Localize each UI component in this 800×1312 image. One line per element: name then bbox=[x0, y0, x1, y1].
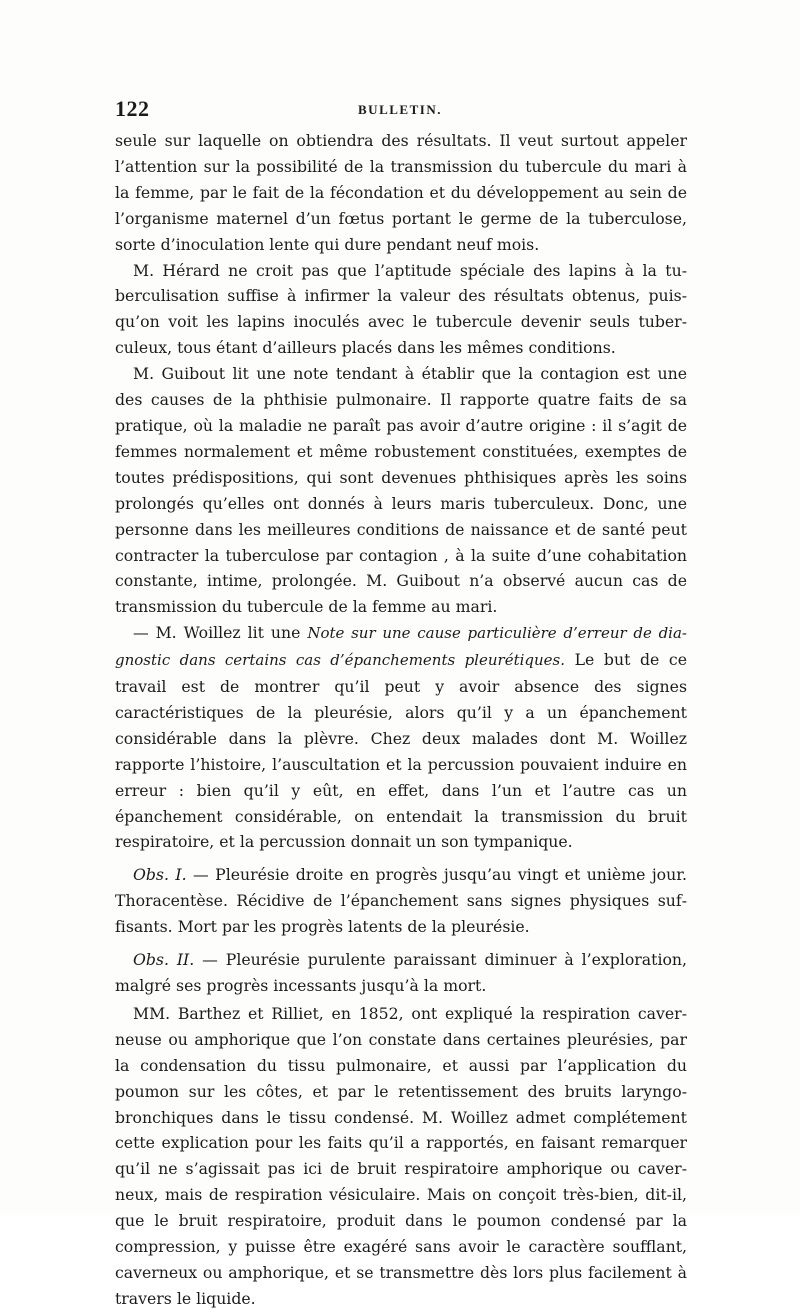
observation-2 bbox=[115, 947, 687, 999]
body-text bbox=[115, 128, 687, 1312]
observation-1 bbox=[115, 862, 687, 940]
observation-2-label: Obs. II. bbox=[133, 950, 195, 970]
observation-1-label: Obs. I. bbox=[133, 865, 187, 885]
woillez-body: Le but de ce travail est de montrer qu’il peut y avoir absence des signes caractéristiques de la pleurésie, alors qu’il y a un épanchement considérable dans la plèvre. Chez deux malades dont M. Woillez rapporte l’histoire, l’auscultation et la percussion pouvaient induire en erreur : bien qu’il y eût, en effet, dans l’un et l’autre cas un épanchement considérable, on entendait la transmission du bruit respiratoire, et la percussion donnait un son tympanique. bbox=[115, 650, 687, 852]
running-head: BULLETIN. bbox=[358, 102, 442, 117]
page-number: 122 bbox=[115, 96, 150, 121]
page-header bbox=[115, 96, 685, 126]
paragraph-herard: M. Hérard ne croit pas que l’aptitude spéciale des lapins à la tuberculisation suffise à infirmer la valeur des résultats obtenus, puisqu’on voit les lapins inoculés avec le tubercule devenir seuls tuberculeux, tous étant d’ailleurs placés dans les mêmes conditions. bbox=[115, 260, 687, 358]
observation-1-text: — Pleurésie droite en progrès jusqu’au vingt et unième jour. Thoracentèse. Récidive de l’épanchement sans signes physiques suffisants. Mort par les progrès latents de la pleurésie. bbox=[115, 865, 687, 937]
paragraph-woillez bbox=[115, 620, 687, 855]
observation-2-text: — Pleurésie purulente paraissant diminuer à l’exploration, malgré ses progrès incessants jusqu’à la mort. bbox=[115, 950, 687, 995]
paragraph-guibout: M. Guibout lit une note tendant à établir que la contagion est une des causes de la phthisie pulmonaire. Il rapporte quatre faits de sa pratique, où la maladie ne paraît pas avoir d’autre origine : il s’agit de femmes normalement et même robustement constituées, exemptes de toutes prédispositions, qui sont devenues phthisiques après les soins prolongés qu’elles ont donnés à leurs maris tuberculeux. Donc, une personne dans les meilleures conditions de naissance et de santé peut contracter la tuberculose par contagion , à la suite d’une cohabitation constante, intime, prolongée. M. Guibout n’a observé aucun cas de transmission du tubercule de la femme au mari. bbox=[115, 364, 687, 617]
paragraph-barthez-rilliet: MM. Barthez et Rilliet, en 1852, ont expliqué la respiration caverneuse ou amphorique que l’on constate dans certaines pleurésies, par la condensation du tissu pulmonaire, et aussi par l’application du poumon sur les côtes, et par le retentissement des bruits laryngobronchiques dans le tissu condensé. M. Woillez admet complétement cette explication pour les faits qu’il a rapportés, en faisant remarquer qu’il ne s’agissait pas ici de bruit respiratoire amphorique ou caverneux, mais de respiration vésiculaire. Mais on conçoit très-bien, dit-il, que le bruit respiratoire, produit dans le poumon condensé par la compression, y puisse être exagéré sans avoir le caractère soufflant, caverneux ou amphorique, et se transmettre dès lors plus facilement à travers le liquide. bbox=[115, 1003, 687, 1308]
woillez-intro: — M. Woillez lit une bbox=[133, 623, 308, 643]
paragraph-continuation: seule sur laquelle on obtiendra des résultats. Il veut surtout appeler l’attention sur la possibilité de la transmission du tubercule du mari à la femme, par le fait de la fécondation et du développement au sein de l’organisme maternel d’un fœtus portant le germe de la tuberculose, sorte d’inoculation lente qui dure pendant neuf mois. bbox=[115, 131, 687, 254]
woillez-note-title: Note sur une cause particulière d’erreur de diagnostic dans certains cas d’épanchements pleurétiques. bbox=[115, 624, 687, 670]
